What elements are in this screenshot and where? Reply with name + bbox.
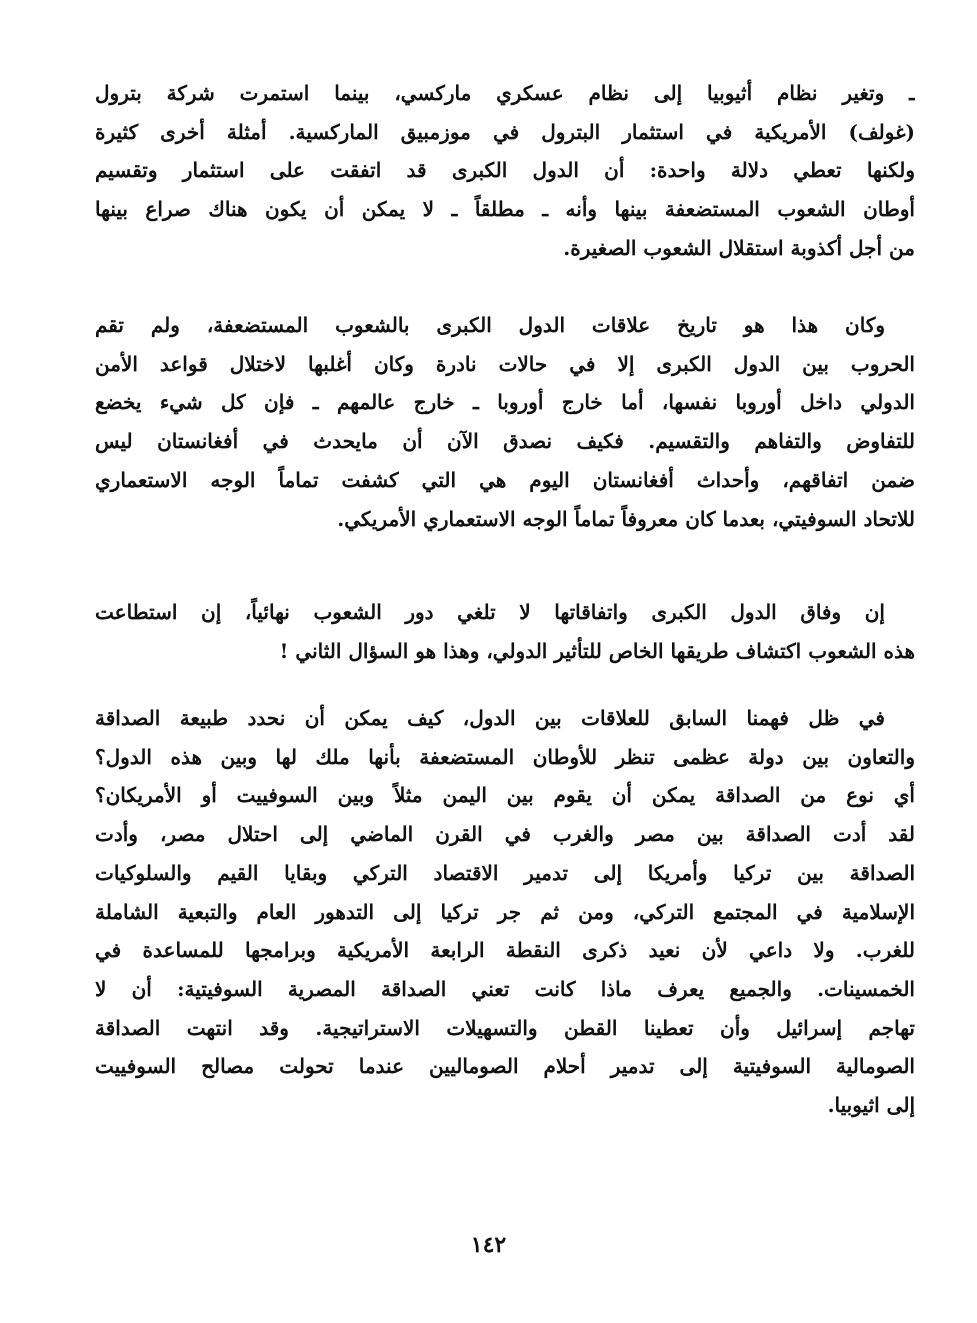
- text-line: إلى اثيوبيا.: [827, 1093, 915, 1118]
- text-line: الخمسينات. والجميع يعرف ماذا كانت تعني الصداقة المصرية السوفيتية: أن لا: [95, 976, 915, 1001]
- text-line: ـ وتغير نظام أثيوبيا إلى نظام عسكري ماركسي، بينما استمرت شركة بترول: [95, 81, 915, 105]
- text-line: الصداقة بين تركيا وأمريكا إلى تدمير الاقتصاد التركي وبقايا القيم والسلوكيات: [95, 860, 915, 885]
- text-line: إن وفاق الدول الكبرى واتفاقاتها لا تلغي دور الشعوب نهائياً، إن استطاعت: [95, 600, 885, 624]
- text-line: الإسلامية في المجتمع التركي، ومن ثم جر تركيا إلى التدهور العام والتبعية الشاملة: [95, 899, 915, 924]
- text-line: أوطان الشعوب المستضعفة بينها وأنه ـ مطلقاً ـ لا يمكن أن يكون هناك صراع بينها: [95, 197, 915, 222]
- text-line: هذه الشعوب اكتشاف طريقها الخاص للتأثير الدولي، وهذا هو السؤال الثاني !: [279, 638, 915, 663]
- text-line: والتعاون بين دولة عظمى تنظر للأوطان المستضعفة بأنها ملك لها وبين هذه الدول؟: [95, 744, 915, 769]
- text-line: للتفاوض والتفاهم والتقسيم. فكيف نصدق الآن أن مايحدث في أفغانستان ليس: [95, 429, 915, 454]
- text-line: من أجل أكذوبة استقلال الشعوب الصغيرة.: [563, 235, 915, 260]
- text-line: ولكنها تعطي دلالة واحدة: أن الدول الكبرى قد اتفقت على استثمار وتقسيم: [95, 158, 915, 183]
- text-line: للاتحاد السوفيتي، بعدما كان معروفاً تماماً الوجه الاستعماري الأمريكي.: [337, 506, 915, 531]
- text-line: الصومالية السوفيتية إلى تدمير أحلام الصوماليين عندما تحولت مصالح السوفييت: [95, 1054, 915, 1079]
- paragraph-3: [95, 593, 915, 670]
- text-line: أي نوع من الصداقة يمكن أن يقوم بين اليمن مثلاً وبين السوفييت أو الأمريكان؟: [95, 783, 915, 808]
- paragraph-4: [95, 699, 915, 1125]
- text-line: في ظل فهمنا السابق للعلاقات بين الدول، كيف يمكن أن نحدد طبيعة الصداقة: [95, 706, 885, 730]
- page-number: ١٤٢: [470, 1232, 507, 1258]
- paragraph-2: [95, 306, 915, 538]
- text-line: للغرب. ولا داعي لأن نعيد ذكرى النقطة الرابعة الأمريكية وبرامجها للمساعدة في: [95, 938, 915, 963]
- text-line: الحروب بين الدول الكبرى إلا في حالات نادرة وكان أغلبها لاختلال قواعد الأمن: [95, 351, 915, 376]
- text-line: ضمن اتفاقهم، وأحداث أفغانستان اليوم هي التي كشفت تماماً الوجه الاستعماري: [95, 467, 915, 492]
- text-line: الدولي داخل أوروبا نفسها، أما خارج أوروبا ـ خارج عالمهم ـ فإن كل شيء يخضع: [95, 390, 915, 415]
- text-line: لقد أدت الصداقة بين مصر والغرب في القرن الماضي إلى احتلال مصر، وأدت: [95, 822, 915, 847]
- text-line: تهاجم إسرائيل وأن تعطينا القطن والتسهيلات الاستراتيجية. وقد انتهت الصداقة: [95, 1015, 915, 1040]
- paragraph-1: [95, 74, 915, 268]
- text-line: وكان هذا هو تاريخ علاقات الدول الكبرى بالشعوب المستضعفة، ولم تقم: [95, 313, 885, 337]
- text-line: (غولف) الأمريكية في استثمار البترول في موزمبيق الماركسية. أمثلة أخرى كثيرة: [95, 119, 915, 144]
